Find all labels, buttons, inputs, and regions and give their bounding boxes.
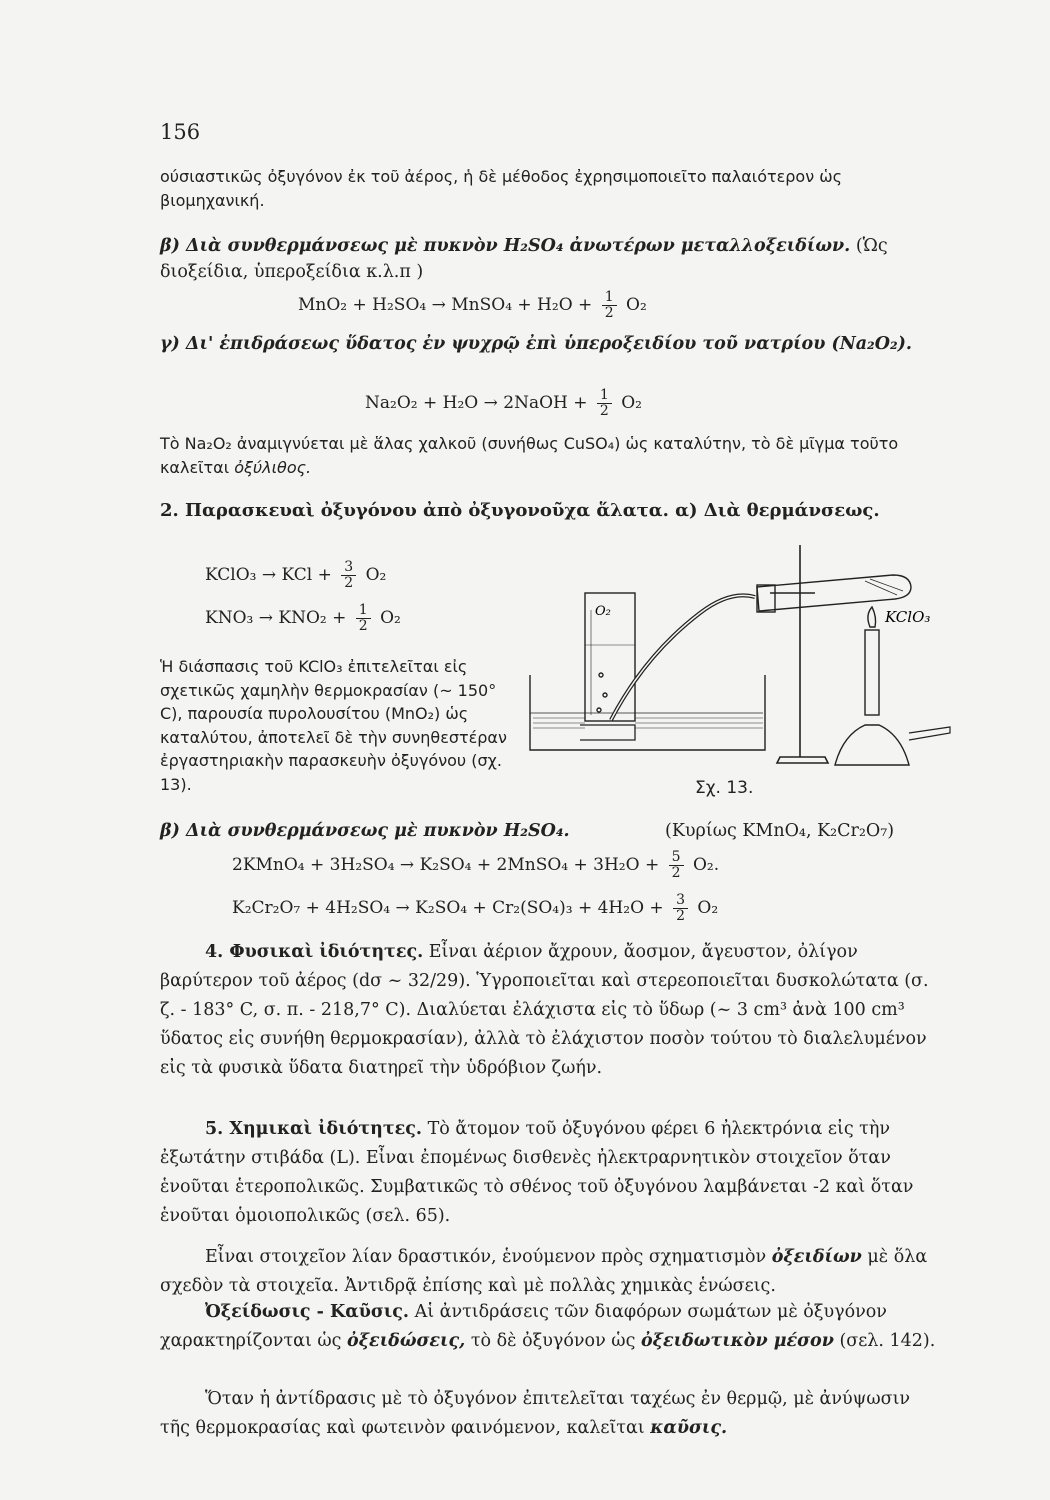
water-trough	[530, 675, 765, 750]
beta2-heading: β) Διὰ συνθερμάνσεως μὲ πυκνὸν H₂SO₄.	[160, 821, 570, 841]
fraction-denominator: 2	[676, 908, 685, 924]
beta2-heading-line	[160, 818, 945, 844]
beta1-paragraph	[160, 233, 945, 285]
fraction	[673, 893, 688, 924]
equation-kmno4	[232, 850, 719, 881]
equation-right: O₂	[380, 608, 401, 628]
gamma-text	[160, 432, 945, 480]
section5-text3: μὲ ὅλα σχεδὸν τὰ στοιχεῖα. Ἀντιδρᾷ ἐπίσης καὶ μὲ πολλὰς χημικὰς ἑνώσεις.	[160, 1247, 928, 1296]
fraction-denominator: 2	[599, 403, 609, 419]
beehive-shelf	[580, 725, 635, 740]
equation-left: Na₂O₂ + H₂O → 2NaOH +	[365, 393, 588, 413]
figure-13-apparatus	[525, 535, 955, 805]
gamma-heading	[160, 330, 945, 358]
equation-right: O₂	[365, 565, 387, 585]
equation-right: O₂	[621, 393, 642, 413]
equation-left: 2KMnO₄ + 3H₂SO₄ → K₂SO₄ + 2MnSO₄ + 3H₂O +	[232, 855, 660, 875]
section4-text: Εἶναι ἀέριον ἄχρουν, ἄοσμον, ἄγευστον, ὀλίγον βαρύτερον τοῦ ἀέρος (dσ ~ 32/29). Ὑγροποιεῖται καὶ στερεοποιεῖται δυσκολώτατα (σ. ζ. - 183° C, σ. π. - 218,7° C). Διαλύεται ἐλάχιστα εἰς τὸ ὕδωρ (~ 3 cm³ ἀνὰ 100 cm³ ὕδατος εἰς συνήθη θερμοκρασίαν), ἀλλὰ τὸ ἐλάχιστον ποσὸν τούτου τὸ διαλελυμένον εἰς τὰ φυσικὰ ὕδατα διατηρεῖ τὴν ὑδρόβιον ζωήν.	[160, 942, 929, 1078]
oxidation-term-oxidizing-agent: ὀξειδωτικὸν μέσον	[640, 1331, 834, 1351]
oxidation-term-oxidations: ὀξειδώσεις,	[347, 1331, 466, 1351]
fraction	[597, 388, 612, 419]
fraction-numerator: 1	[597, 388, 612, 404]
fraction	[669, 850, 684, 881]
beta1-note: (Ὡς διοξείδια, ὑπεροξείδια κ.λ.π )	[160, 236, 888, 282]
page-number: 156	[160, 120, 201, 144]
fraction	[356, 603, 371, 634]
equation-na2o2	[365, 388, 642, 419]
beta2-note: (Κυρίως KMnO₄, K₂Cr₂O₇)	[665, 821, 895, 841]
section4-heading: 4. Φυσικαὶ ἰδιότητες.	[205, 942, 424, 962]
figure-label-kclo3: KClO₃	[885, 608, 931, 626]
equation-left: K₂Cr₂O₇ + 4H₂SO₄ → K₂SO₄ + Cr₂(SO₄)₃ + 4H₂O +	[232, 898, 664, 918]
section4-paragraph	[160, 938, 945, 1083]
delivery-tube	[611, 595, 755, 720]
fraction-denominator: 2	[671, 865, 681, 881]
fraction-numerator: 3	[341, 560, 356, 576]
combustion-paragraph	[160, 1385, 945, 1443]
section2-heading: 2. Παρασκευαὶ ὀξυγόνου ἀπὸ ὀξυγονοῦχα ἅλατα. α) Διὰ θερμάνσεως.	[160, 500, 880, 521]
fraction-numerator: 1	[356, 603, 371, 619]
equation-right: O₂	[697, 898, 719, 918]
section2-text: Ἡ διάσπασις τοῦ KClO₃ ἐπιτελεῖται εἰς σχετικῶς χαμηλὴν θερμοκρασίαν (~ 150° C), παρουσία πυρολουσίτου (MnO₂) ὡς καταλύτου, ἀποτελεῖ δὲ τὴν συνηθεστέραν ἐργαστηριακὴν παρασκευὴν ὀξυγόνου (σχ. 13).	[160, 657, 507, 794]
fraction-numerator: 3	[673, 893, 688, 909]
figure-label-o2: O₂	[595, 604, 611, 619]
equation-right: O₂.	[692, 855, 720, 875]
oxidation-text-c: (σελ. 142).	[839, 1331, 936, 1351]
oxidation-heading: Ὀξείδωσις - Καῦσις.	[205, 1302, 409, 1322]
equation-left: KClO₃ → KCl +	[205, 565, 332, 585]
combustion-text: Ὅταν ἡ ἀντίδρασις μὲ τὸ ὀξυγόνον ἐπιτελεῖται ταχέως ἐν θερμῷ, μὲ ἀνύψωσιν τῆς θερμοκρασίας καὶ φωτεινὸν φαινόμενον, καλεῖται	[160, 1389, 911, 1438]
section5-text2: Εἶναι στοιχεῖον λίαν δραστικόν, ἑνούμενον πρὸς σχηματισμὸν	[205, 1247, 767, 1267]
equation-kno3	[205, 603, 401, 634]
beta1-heading: β) Διὰ συνθερμάνσεως μὲ πυκνὸν H₂SO₄ ἀνωτέρων μεταλλοξειδίων.	[160, 236, 851, 256]
fraction-numerator: 1	[602, 290, 617, 306]
equation-left: KNO₃ → KNO₂ +	[205, 608, 347, 628]
gamma-text-body: Τὸ Na₂O₂ ἀναμιγνύεται μὲ ἅλας χαλκοῦ (συνήθως CuSO₄) ὡς καταλύτην, τὸ δὲ μῖγμα τοῦτο καλεῖται	[160, 434, 899, 477]
intro-paragraph: ούσιαστικῶς ὀξυγόνον ἐκ τοῦ ἀέρος, ἡ δὲ μέθοδος ἐχρησιμοποιεῖτο παλαιότερον ὡς βιομηχανική.	[160, 167, 843, 210]
oxidation-paragraph	[160, 1298, 945, 1356]
equation-left: MnO₂ + H₂SO₄ → MnSO₄ + H₂O +	[298, 295, 593, 315]
section5-paragraph	[160, 1115, 945, 1231]
section5-term-oxides: ὀξειδίων	[771, 1247, 862, 1267]
fraction	[602, 290, 617, 321]
equation-mno2	[298, 290, 647, 321]
fraction-denominator: 2	[358, 618, 368, 634]
bunsen-burner	[835, 607, 950, 765]
fraction	[341, 560, 356, 591]
fraction-denominator: 2	[344, 575, 354, 591]
combustion-term: καῦσις.	[650, 1418, 728, 1438]
gamma-term: ὀξύλιθος.	[234, 458, 312, 477]
equation-k2cr2o7	[232, 893, 718, 924]
oxidation-text-b: τὸ δὲ ὀξυγόνον ὡς	[470, 1331, 636, 1351]
oxidation-text: Αἱ ἀντιδράσεις τῶν διαφόρων σωμάτων μὲ ὀξυγόνον χαρακτηρίζονται ὡς	[160, 1302, 887, 1351]
section5-text: Τὸ ἄτομον τοῦ ὀξυγόνου φέρει 6 ἠλεκτρόνια εἰς τὴν ἐξωτάτην στιβάδα (L). Εἶναι ἐπομένως δισθενὲς ἠλεκτραρνητικὸν στοιχεῖον ὅταν ἑνοῦται ἑτεροπολικῶς. Συμβατικῶς τὸ σθένος τοῦ ὀξυγόνου λαμβάνεται -2 καὶ ὅταν ἑνοῦται ὁμοιοπολικῶς (σελ. 65).	[160, 1119, 914, 1226]
section5-heading: 5. Χημικαὶ ἰδιότητες.	[205, 1119, 423, 1139]
figure-13-caption: Σχ. 13.	[695, 778, 754, 798]
fraction-numerator: 5	[669, 850, 684, 866]
retort-stand	[770, 545, 828, 763]
fraction-denominator: 2	[604, 305, 614, 321]
equation-right: O₂	[626, 295, 647, 315]
gamma-heading-text: γ) Δι' ἐπιδράσεως ὕδατος ἐν ψυχρῷ ἐπὶ ὑπεροξειδίου τοῦ νατρίου (Na₂O₂).	[160, 334, 913, 354]
section5-paragraph-2	[160, 1243, 945, 1301]
equation-kclo3	[205, 560, 386, 591]
